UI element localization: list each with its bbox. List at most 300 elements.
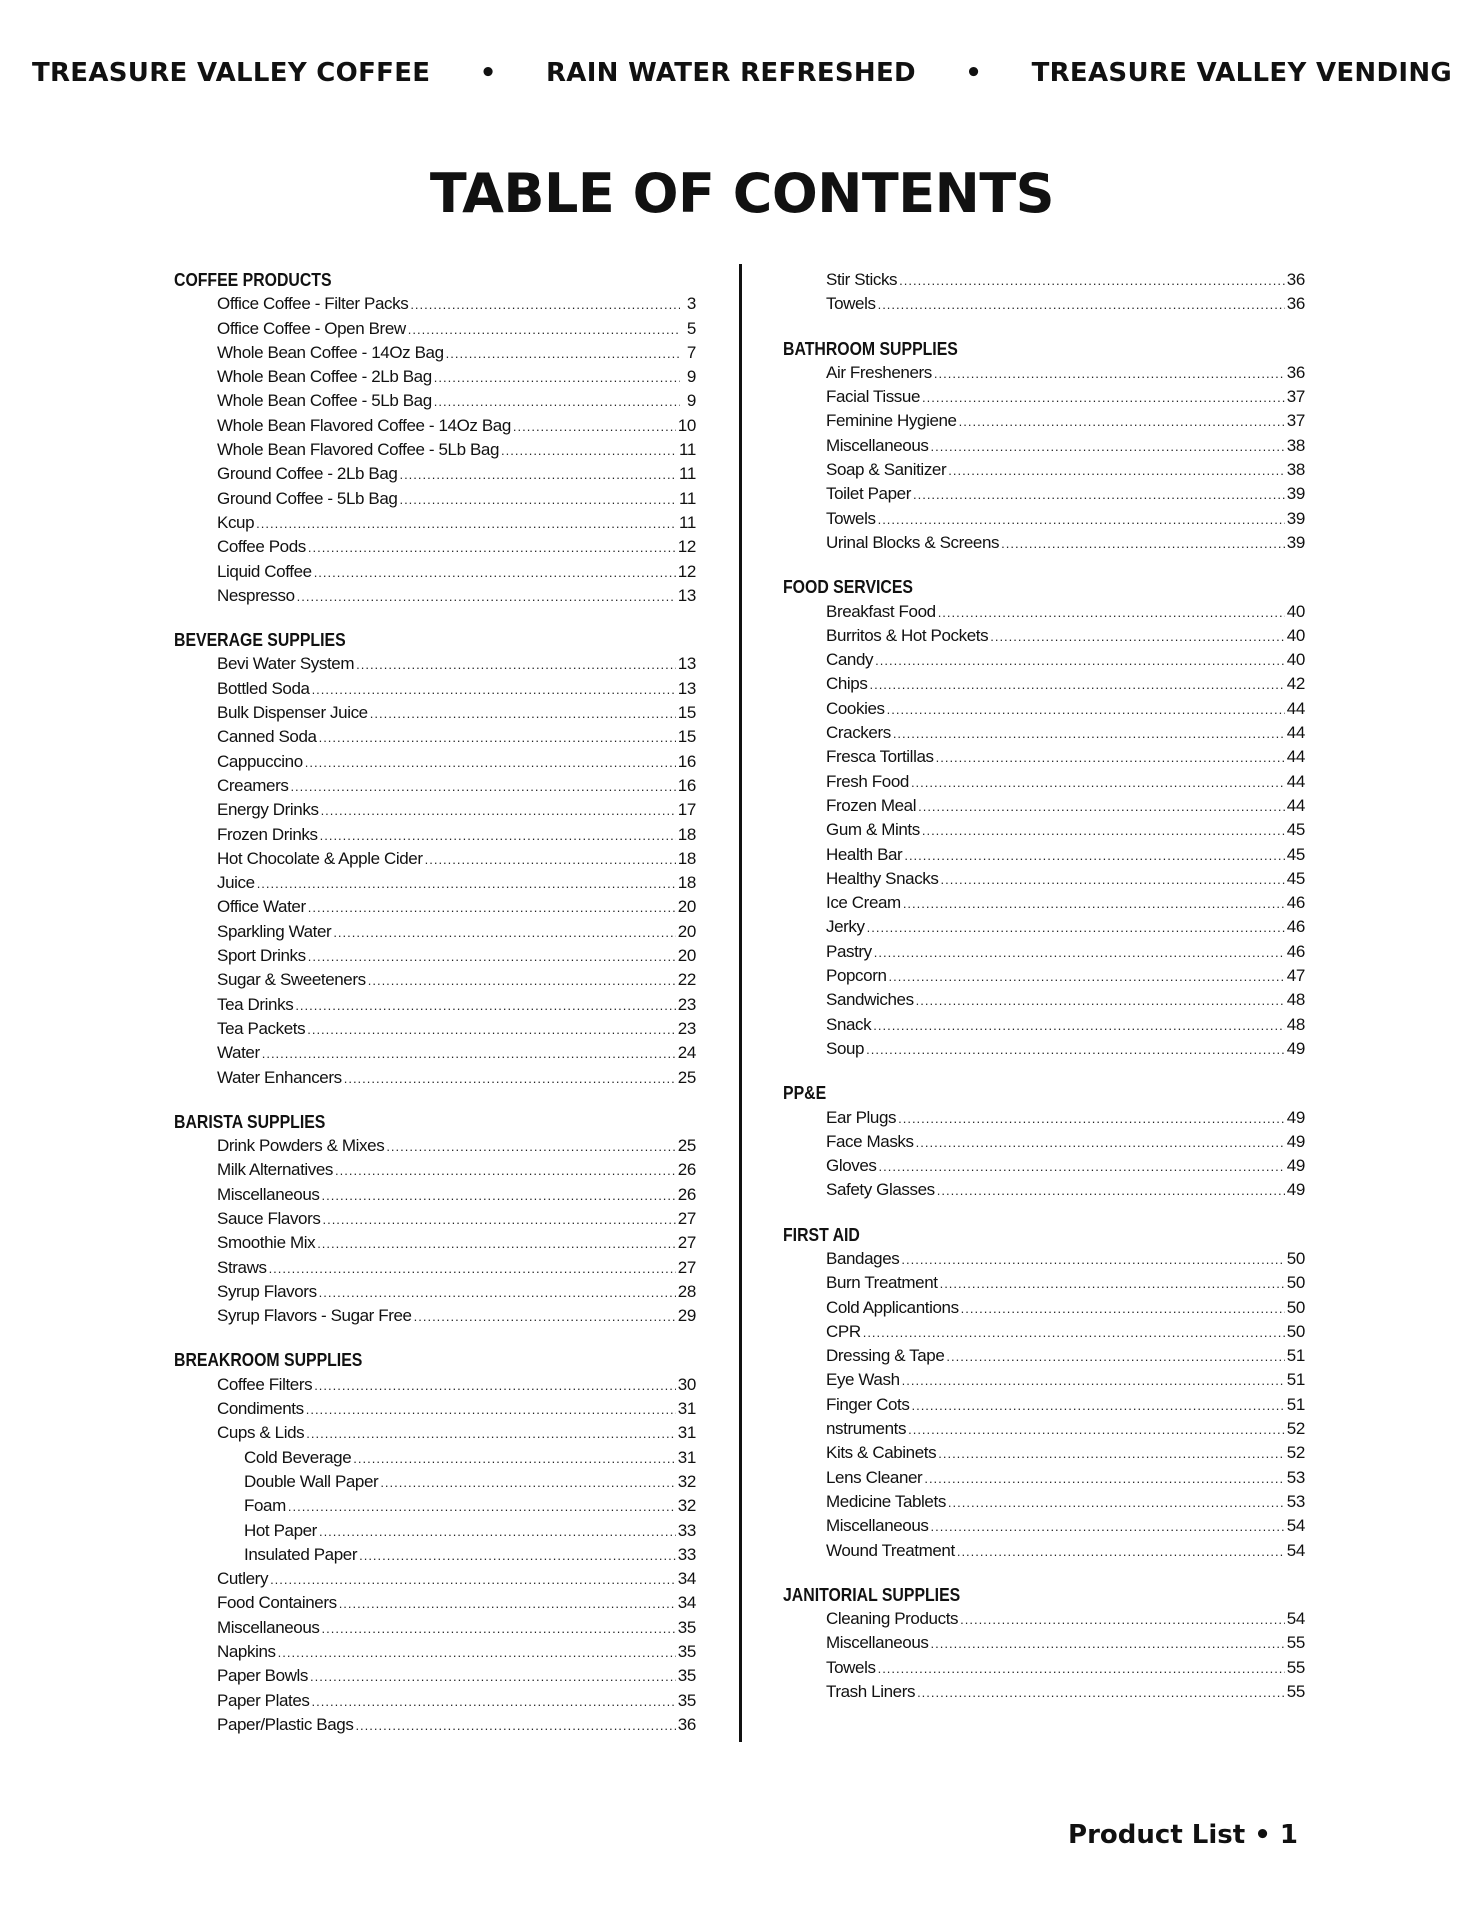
toc-entry[interactable] xyxy=(783,1393,1305,1417)
dot-leader xyxy=(262,1042,676,1066)
entry-page-number: 18 xyxy=(677,848,696,868)
toc-entry[interactable] xyxy=(783,600,1305,624)
entry-label: Towels xyxy=(826,294,876,314)
dot-leader xyxy=(319,1281,676,1305)
entry-label: Face Masks xyxy=(826,1131,914,1151)
entry-label: Juice xyxy=(217,873,255,893)
toc-entry[interactable] xyxy=(174,1207,696,1231)
toc-entry[interactable] xyxy=(783,1539,1305,1563)
entry-page-number: 50 xyxy=(1286,1248,1305,1268)
toc-entry[interactable] xyxy=(174,847,696,871)
dot-leader xyxy=(946,1345,1284,1369)
toc-entry[interactable] xyxy=(783,434,1305,458)
entry-page-number: 29 xyxy=(677,1306,696,1326)
toc-entry[interactable] xyxy=(783,1247,1305,1271)
entry-label: Gum & Mints xyxy=(826,820,920,840)
toc-entry[interactable] xyxy=(174,1519,696,1543)
entry-page-number: 44 xyxy=(1286,698,1305,718)
dot-leader xyxy=(863,1321,1285,1345)
toc-entry[interactable] xyxy=(174,1640,696,1664)
entry-label: Crackers xyxy=(826,723,891,743)
dot-leader xyxy=(867,916,1285,940)
entry-page-number: 27 xyxy=(677,1257,696,1277)
toc-entry[interactable] xyxy=(783,458,1305,482)
entry-label: Towels xyxy=(826,1657,876,1677)
toc-entry[interactable] xyxy=(783,648,1305,672)
toc-entry[interactable] xyxy=(783,1466,1305,1490)
toc-entry[interactable] xyxy=(174,414,696,438)
entry-label: Sport Drinks xyxy=(217,946,306,966)
dot-leader xyxy=(938,1442,1284,1466)
toc-entry[interactable] xyxy=(174,487,696,511)
toc-right-column xyxy=(783,268,1305,1724)
entry-label: Foam xyxy=(244,1496,286,1516)
entry-page-number: 12 xyxy=(677,537,696,557)
entry-page-number: 55 xyxy=(1286,1657,1305,1677)
entry-label: CPR xyxy=(826,1321,861,1341)
entry-label: Whole Bean Coffee - 2Lb Bag xyxy=(217,367,432,387)
entry-label: Cappuccino xyxy=(217,751,303,771)
entry-page-number: 37 xyxy=(1286,411,1305,431)
entry-page-number: 11 xyxy=(678,440,696,460)
toc-entry[interactable] xyxy=(783,1441,1305,1465)
toc-entry[interactable] xyxy=(783,482,1305,506)
toc-entry[interactable] xyxy=(783,1656,1305,1680)
toc-entry[interactable] xyxy=(174,1616,696,1640)
entry-page-number: 53 xyxy=(1286,1491,1305,1511)
entry-page-number: 35 xyxy=(677,1642,696,1662)
toc-entry[interactable] xyxy=(783,1013,1305,1037)
dot-leader xyxy=(308,945,676,969)
dot-leader xyxy=(317,1232,676,1256)
dot-leader xyxy=(322,1617,676,1641)
toc-entry[interactable] xyxy=(783,915,1305,939)
page-footer: Product List • 1 xyxy=(1068,1820,1298,1850)
dot-leader xyxy=(874,941,1285,965)
toc-entry[interactable] xyxy=(783,1106,1305,1130)
toc-section xyxy=(174,268,696,608)
toc-entry[interactable] xyxy=(174,677,696,701)
entry-label: Insulated Paper xyxy=(244,1544,358,1564)
toc-entry[interactable] xyxy=(174,652,696,676)
section-title: BATHROOM SUPPLIES xyxy=(783,338,958,359)
dot-leader xyxy=(934,362,1285,386)
dot-leader xyxy=(911,771,1285,795)
entry-label: Miscellaneous xyxy=(217,1184,320,1204)
toc-entry[interactable] xyxy=(783,268,1305,292)
toc-entry[interactable] xyxy=(174,511,696,535)
toc-entry[interactable] xyxy=(174,389,696,413)
dot-leader xyxy=(270,1568,676,1592)
dot-leader xyxy=(913,483,1285,507)
dot-leader xyxy=(356,653,676,677)
entry-label: Frozen Meal xyxy=(826,795,917,815)
entry-label: Water Enhancers xyxy=(217,1067,342,1087)
entry-page-number: 11 xyxy=(678,464,696,484)
dot-leader xyxy=(314,1374,676,1398)
toc-section xyxy=(174,628,696,1090)
entry-page-number: 46 xyxy=(1286,893,1305,913)
toc-entry[interactable] xyxy=(174,968,696,992)
toc-entry[interactable] xyxy=(783,770,1305,794)
entry-page-number: 39 xyxy=(1286,484,1305,504)
toc-section xyxy=(783,1223,1305,1563)
entry-page-number: 33 xyxy=(677,1520,696,1540)
toc-entry[interactable] xyxy=(174,365,696,389)
toc-entry[interactable] xyxy=(783,964,1305,988)
entry-page-number: 30 xyxy=(677,1374,696,1394)
entry-label: Office Water xyxy=(217,897,306,917)
toc-entry[interactable] xyxy=(783,1320,1305,1344)
entry-page-number: 50 xyxy=(1286,1297,1305,1317)
entry-page-number: 48 xyxy=(1286,990,1305,1010)
dot-leader xyxy=(878,1657,1285,1681)
dot-leader xyxy=(960,1608,1285,1632)
entry-page-number: 5 xyxy=(686,318,696,338)
toc-entry[interactable] xyxy=(783,891,1305,915)
dot-leader xyxy=(898,1107,1285,1131)
toc-entry[interactable] xyxy=(783,1178,1305,1202)
section-title: BREAKROOM SUPPLIES xyxy=(174,1350,363,1371)
entry-page-number: 20 xyxy=(677,921,696,941)
toc-entry[interactable] xyxy=(174,535,696,559)
entry-label: Cups & Lids xyxy=(217,1423,305,1443)
toc-entry[interactable] xyxy=(783,697,1305,721)
toc-entry[interactable] xyxy=(174,292,696,316)
entry-label: Ground Coffee - 2Lb Bag xyxy=(217,464,398,484)
toc-entry[interactable] xyxy=(783,745,1305,769)
entry-page-number: 54 xyxy=(1286,1516,1305,1536)
dot-leader xyxy=(446,342,680,366)
toc-entry[interactable] xyxy=(783,1607,1305,1631)
toc-entry[interactable] xyxy=(783,1490,1305,1514)
entry-label: Sugar & Sweeteners xyxy=(217,970,366,990)
entry-page-number: 22 xyxy=(677,970,696,990)
entry-page-number: 51 xyxy=(1286,1394,1305,1414)
toc-entry[interactable] xyxy=(783,818,1305,842)
entry-label: Ear Plugs xyxy=(826,1107,897,1127)
entry-page-number: 11 xyxy=(678,488,696,508)
entry-page-number: 15 xyxy=(677,727,696,747)
dot-leader xyxy=(322,1184,676,1208)
toc-entry[interactable] xyxy=(783,1417,1305,1441)
toc-entry[interactable] xyxy=(174,1664,696,1688)
dot-leader xyxy=(879,1155,1285,1179)
toc-entry[interactable] xyxy=(783,1680,1305,1704)
dot-leader xyxy=(916,989,1285,1013)
dot-leader xyxy=(990,625,1284,649)
toc-entry[interactable] xyxy=(174,701,696,725)
entry-page-number: 23 xyxy=(677,1018,696,1038)
entry-label: Water xyxy=(217,1043,260,1063)
dot-leader xyxy=(931,1632,1285,1656)
entry-label: Tea Packets xyxy=(217,1018,306,1038)
entry-label: Whole Bean Flavored Coffee - 5Lb Bag xyxy=(217,440,500,460)
entry-label: Trash Liners xyxy=(826,1682,916,1702)
dot-leader xyxy=(278,1641,676,1665)
toc-entry[interactable] xyxy=(174,895,696,919)
dot-leader xyxy=(917,1681,1285,1705)
entry-label: Bevi Water System xyxy=(217,654,355,674)
toc-section xyxy=(783,1583,1305,1704)
toc-entry[interactable] xyxy=(174,1256,696,1280)
dot-leader xyxy=(937,1179,1285,1203)
entry-label: Snack xyxy=(826,1014,872,1034)
toc-entry[interactable] xyxy=(174,1446,696,1470)
entry-page-number: 31 xyxy=(677,1423,696,1443)
entry-page-number: 25 xyxy=(677,1067,696,1087)
toc-entry[interactable] xyxy=(174,1041,696,1065)
entry-label: Health Bar xyxy=(826,844,903,864)
toc-entry[interactable] xyxy=(783,1368,1305,1392)
toc-entry[interactable] xyxy=(174,1543,696,1567)
toc-entry[interactable] xyxy=(783,988,1305,1012)
toc-section xyxy=(174,1348,696,1737)
toc-entry[interactable] xyxy=(783,624,1305,648)
toc-entry[interactable] xyxy=(174,341,696,365)
dot-leader xyxy=(899,269,1285,293)
entry-label: Hot Paper xyxy=(244,1520,317,1540)
dot-leader xyxy=(306,1398,676,1422)
entry-label: Paper Plates xyxy=(217,1690,310,1710)
entry-label: Coffee Filters xyxy=(217,1374,313,1394)
entry-label: Food Containers xyxy=(217,1593,337,1613)
entry-label: Eye Wash xyxy=(826,1370,900,1390)
dot-leader xyxy=(319,726,676,750)
entry-label: Pastry xyxy=(826,941,872,961)
dot-leader xyxy=(931,435,1285,459)
toc-entry[interactable] xyxy=(174,1591,696,1615)
entry-label: Office Coffee - Open Brew xyxy=(217,318,406,338)
dot-leader xyxy=(866,1038,1285,1062)
dot-leader xyxy=(305,751,676,775)
entry-label: Soap & Sanitizer xyxy=(826,460,947,480)
entry-page-number: 31 xyxy=(677,1399,696,1419)
entry-page-number: 13 xyxy=(677,654,696,674)
section-title: FOOD SERVICES xyxy=(783,577,913,598)
dot-leader xyxy=(918,795,1285,819)
toc-entry[interactable] xyxy=(783,794,1305,818)
entry-page-number: 44 xyxy=(1286,723,1305,743)
entry-label: Syrup Flavors - Sugar Free xyxy=(217,1306,412,1326)
dot-leader xyxy=(875,649,1285,673)
dot-leader xyxy=(878,508,1285,532)
entry-page-number: 32 xyxy=(677,1496,696,1516)
entry-page-number: 45 xyxy=(1286,868,1305,888)
entry-label: Drink Powders & Mixes xyxy=(217,1136,385,1156)
entry-label: Tea Drinks xyxy=(217,994,294,1014)
entry-page-number: 40 xyxy=(1286,650,1305,670)
dot-leader xyxy=(297,585,676,609)
entry-page-number: 7 xyxy=(686,342,696,362)
toc-entry[interactable] xyxy=(783,361,1305,385)
toc-entry[interactable] xyxy=(783,1037,1305,1061)
toc-entry[interactable] xyxy=(783,1344,1305,1368)
toc-entry[interactable] xyxy=(174,462,696,486)
toc-entry[interactable] xyxy=(783,409,1305,433)
entry-page-number: 35 xyxy=(677,1690,696,1710)
dot-leader xyxy=(414,1305,676,1329)
page-header xyxy=(0,58,1484,88)
entry-page-number: 44 xyxy=(1286,747,1305,767)
entry-page-number: 35 xyxy=(677,1666,696,1686)
dot-leader xyxy=(931,1515,1285,1539)
entry-page-number: 15 xyxy=(677,703,696,723)
entry-page-number: 54 xyxy=(1286,1540,1305,1560)
dot-leader xyxy=(938,601,1285,625)
toc-entry[interactable] xyxy=(174,438,696,462)
toc-entry[interactable] xyxy=(783,843,1305,867)
toc-section xyxy=(783,1081,1305,1202)
entry-label: Toilet Paper xyxy=(826,484,911,504)
toc-entry[interactable] xyxy=(174,750,696,774)
dot-leader xyxy=(312,1690,676,1714)
toc-entry[interactable] xyxy=(174,774,696,798)
header-separator: • xyxy=(479,58,497,88)
toc-entry[interactable] xyxy=(174,871,696,895)
toc-entry[interactable] xyxy=(783,292,1305,316)
dot-leader xyxy=(501,439,677,463)
toc-entry[interactable] xyxy=(783,721,1305,745)
toc-entry[interactable] xyxy=(174,1373,696,1397)
toc-entry[interactable] xyxy=(174,1066,696,1090)
toc-entry[interactable] xyxy=(783,1631,1305,1655)
toc-entry[interactable] xyxy=(783,507,1305,531)
toc-entry[interactable] xyxy=(783,1271,1305,1295)
entry-label: Miscellaneous xyxy=(826,435,929,455)
entry-page-number: 34 xyxy=(677,1569,696,1589)
toc-entry[interactable] xyxy=(783,531,1305,555)
dot-leader xyxy=(408,318,680,342)
entry-label: Cold Applicantions xyxy=(826,1297,959,1317)
toc-entry[interactable] xyxy=(174,1689,696,1713)
toc-entry[interactable] xyxy=(174,584,696,608)
toc-entry[interactable] xyxy=(174,920,696,944)
dot-leader xyxy=(370,702,676,726)
toc-entry[interactable] xyxy=(174,1280,696,1304)
toc-entry[interactable] xyxy=(174,317,696,341)
toc-entry[interactable] xyxy=(174,1134,696,1158)
entry-page-number: 37 xyxy=(1286,387,1305,407)
toc-entry[interactable] xyxy=(783,940,1305,964)
section-title: PP&E xyxy=(783,1083,827,1104)
toc-entry[interactable] xyxy=(174,1183,696,1207)
dot-leader xyxy=(344,1067,676,1091)
toc-entry[interactable] xyxy=(174,1397,696,1421)
dot-leader xyxy=(425,848,676,872)
dot-leader xyxy=(936,746,1285,770)
entry-label: Cookies xyxy=(826,698,885,718)
section-title: BARISTA SUPPLIES xyxy=(174,1111,326,1132)
dot-leader xyxy=(513,415,676,439)
entry-page-number: 46 xyxy=(1286,941,1305,961)
dot-leader xyxy=(288,1495,676,1519)
entry-label: Smoothie Mix xyxy=(217,1233,316,1253)
toc-entry[interactable] xyxy=(174,944,696,968)
entry-label: Office Coffee - Filter Packs xyxy=(217,294,409,314)
toc-section xyxy=(783,575,1305,1061)
toc-entry[interactable] xyxy=(174,1567,696,1591)
toc-entry[interactable] xyxy=(174,1231,696,1255)
toc-entry[interactable] xyxy=(174,798,696,822)
entry-label: Bottled Soda xyxy=(217,678,310,698)
entry-label: Candy xyxy=(826,650,874,670)
entry-page-number: 50 xyxy=(1286,1273,1305,1293)
toc-entry[interactable] xyxy=(174,993,696,1017)
entry-page-number: 52 xyxy=(1286,1443,1305,1463)
entry-page-number: 11 xyxy=(678,512,696,532)
toc-entry[interactable] xyxy=(174,1017,696,1041)
dot-leader xyxy=(380,1471,675,1495)
entry-page-number: 13 xyxy=(677,585,696,605)
entry-label: Double Wall Paper xyxy=(244,1471,379,1491)
toc-entry[interactable] xyxy=(174,1304,696,1328)
entry-page-number: 39 xyxy=(1286,508,1305,528)
toc-entry[interactable] xyxy=(783,1296,1305,1320)
toc-entry[interactable] xyxy=(174,1158,696,1182)
toc-entry[interactable] xyxy=(783,1514,1305,1538)
entry-page-number: 34 xyxy=(677,1593,696,1613)
dot-leader xyxy=(916,1131,1285,1155)
entry-page-number: 36 xyxy=(1286,362,1305,382)
dot-leader xyxy=(312,678,676,702)
toc-entry[interactable] xyxy=(783,672,1305,696)
entry-page-number: 38 xyxy=(1286,435,1305,455)
entry-label: Miscellaneous xyxy=(826,1633,929,1653)
toc-entry[interactable] xyxy=(783,1154,1305,1178)
section-title: COFFEE PRODUCTS xyxy=(174,270,332,290)
entry-page-number: 45 xyxy=(1286,820,1305,840)
entry-page-number: 40 xyxy=(1286,601,1305,621)
toc-entry[interactable] xyxy=(174,823,696,847)
entry-label: Chips xyxy=(826,674,868,694)
toc-entry[interactable] xyxy=(174,1470,696,1494)
entry-label: Miscellaneous xyxy=(826,1516,929,1536)
dot-leader xyxy=(368,969,676,993)
entry-page-number: 55 xyxy=(1286,1633,1305,1653)
dot-leader xyxy=(314,561,676,585)
toc-entry[interactable] xyxy=(783,385,1305,409)
entry-label: Hot Chocolate & Apple Cider xyxy=(217,848,423,868)
dot-leader xyxy=(434,390,680,414)
dot-leader xyxy=(869,673,1284,697)
toc-entry[interactable] xyxy=(174,1713,696,1737)
toc-entry[interactable] xyxy=(783,867,1305,891)
toc-section xyxy=(783,337,1305,556)
toc-entry[interactable] xyxy=(174,725,696,749)
dot-leader xyxy=(901,1248,1284,1272)
toc-entry[interactable] xyxy=(174,1494,696,1518)
entry-label: Towels xyxy=(826,508,876,528)
entry-label: Lens Cleaner xyxy=(826,1467,923,1487)
entry-page-number: 13 xyxy=(677,678,696,698)
entry-label: Cutlery xyxy=(217,1569,269,1589)
toc-entry[interactable] xyxy=(783,1130,1305,1154)
entry-page-number: 53 xyxy=(1286,1467,1305,1487)
entry-page-number: 17 xyxy=(677,800,696,820)
entry-page-number: 27 xyxy=(677,1208,696,1228)
toc-entry[interactable] xyxy=(174,1421,696,1445)
entry-label: Cleaning Products xyxy=(826,1609,959,1629)
entry-page-number: 49 xyxy=(1286,1156,1305,1176)
brand-vending: TREASURE VALLEY VENDING xyxy=(1031,58,1453,88)
dot-leader xyxy=(902,1369,1285,1393)
entry-label: Frozen Drinks xyxy=(217,824,318,844)
dot-leader xyxy=(948,459,1284,483)
toc-entry[interactable] xyxy=(174,560,696,584)
entry-label: Milk Alternatives xyxy=(217,1160,334,1180)
brand-coffee: TREASURE VALLEY COFFEE xyxy=(31,58,431,88)
